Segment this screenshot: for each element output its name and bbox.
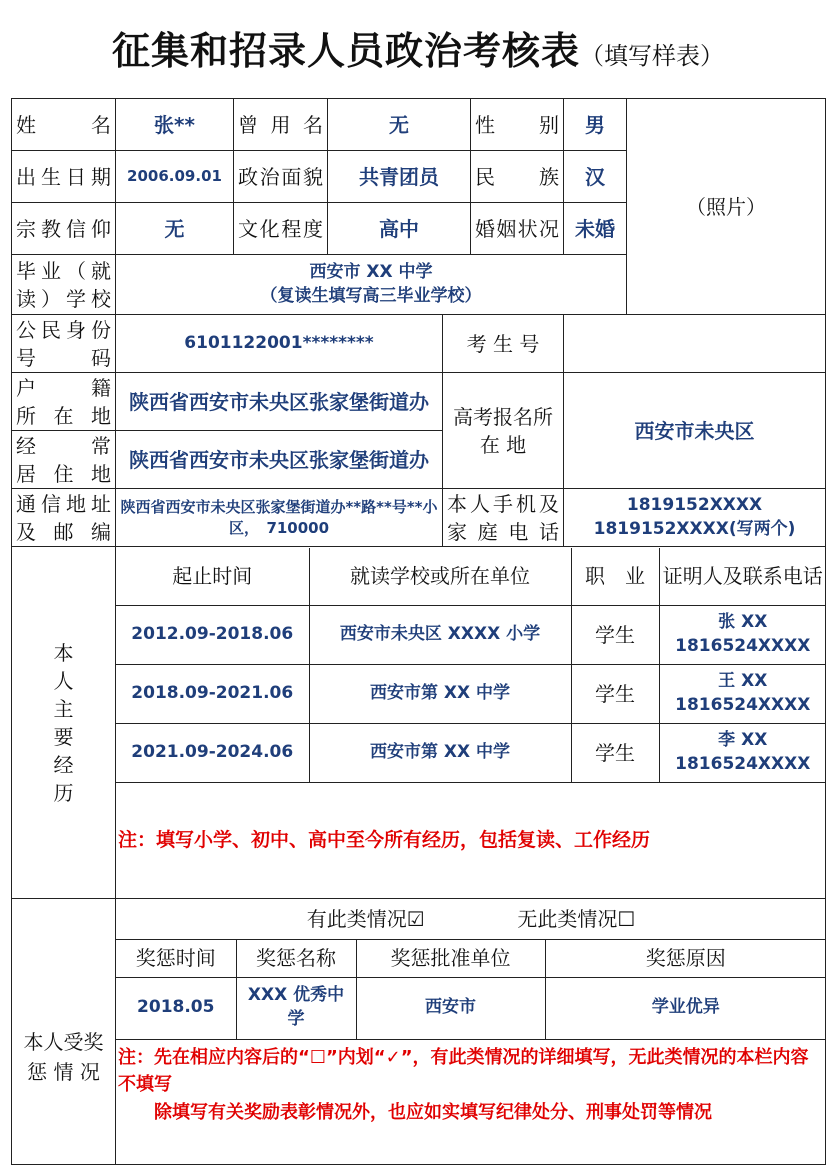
experience-side-text: 本人主要经历 — [53, 640, 74, 805]
awards-section — [116, 899, 826, 1165]
experience-section — [116, 547, 826, 899]
religion-label: 宗教信仰 — [12, 203, 116, 255]
award-name: XXX 优秀中学 — [236, 977, 356, 1039]
exp-period: 2012.09-2018.06 — [116, 606, 309, 665]
exp-witness-name: 张 XX — [718, 612, 768, 633]
phone-secondary: 1819152XXXX(写两个) — [593, 518, 796, 539]
phone-label: 本人手机及家 庭 电 话 — [443, 489, 564, 547]
awards-side-label: 本人受奖惩 情 况 — [12, 899, 116, 1165]
awards-note-line-2: 除填写有关奖励表彰情况外，也应如实填写纪律处分、刑事处罚等情况 — [118, 1102, 712, 1124]
birth-label: 出生日期 — [12, 151, 116, 203]
awards-table — [116, 899, 826, 1164]
award-reason: 学业优异 — [545, 977, 826, 1039]
marital-label: 婚姻状况 — [471, 203, 564, 255]
gender-label: 性 别 — [471, 99, 564, 151]
table-row — [116, 724, 826, 783]
address-value: 陕西省西安市未央区张家堡街道办**路**号**小区， 710000 — [116, 489, 443, 547]
exam-number-value — [564, 315, 826, 373]
awards-note-line-1: 注：先在相应内容后的“☐”内划“✓”，有此类情况的详细填写，无此类情况的本栏内容不填写 — [118, 1046, 809, 1096]
exp-witness-phone: 1816524XXXX — [675, 636, 811, 656]
exam-number-label: 考 生 号 — [443, 315, 564, 373]
exp-header-period: 起止时间 — [116, 548, 309, 606]
school-name: 西安市 XX 中学 — [309, 261, 433, 282]
political-label: 政治面貌 — [234, 151, 328, 203]
hukou-label: 户 籍所 在 地 — [12, 373, 116, 431]
awards-note — [116, 1039, 826, 1164]
exp-witness — [659, 724, 826, 783]
experience-table — [116, 548, 826, 898]
residence-value: 陕西省西安市未央区张家堡街道办 — [116, 431, 443, 489]
exp-witness-phone: 1816524XXXX — [675, 695, 811, 715]
photo-box: （照片） — [627, 99, 826, 315]
former-name-value: 无 — [328, 99, 471, 151]
religion-value: 无 — [116, 203, 234, 255]
title-sub: （填写样表） — [580, 42, 724, 70]
form-title — [0, 20, 836, 75]
exp-header-school: 就读学校或所在单位 — [309, 548, 571, 606]
address-label: 通信地址及 邮 编 — [12, 489, 116, 547]
table-row — [116, 977, 826, 1039]
id-value: 6101122001******** — [116, 315, 443, 373]
school-label: 毕业（就读）学校 — [12, 255, 116, 315]
exp-job: 学生 — [571, 606, 659, 665]
table-row — [116, 665, 826, 724]
exp-witness-name: 王 XX — [718, 671, 768, 692]
education-value: 高中 — [328, 203, 471, 255]
gaokao-value: 西安市未央区 — [564, 373, 826, 489]
political-review-form — [11, 98, 826, 1165]
phone-value — [564, 489, 826, 547]
school-hint: （复读生填写高三毕业学校） — [260, 285, 482, 306]
ethnic-label: 民 族 — [471, 151, 564, 203]
awards-header-unit: 奖惩批准单位 — [356, 939, 545, 977]
marital-value: 未婚 — [564, 203, 627, 255]
ethnic-value: 汉 — [564, 151, 627, 203]
exp-witness-phone: 1816524XXXX — [675, 754, 811, 774]
exp-period: 2021.09-2024.06 — [116, 724, 309, 783]
exp-witness — [659, 665, 826, 724]
political-value: 共青团员 — [328, 151, 471, 203]
gender-value: 男 — [564, 99, 627, 151]
gaokao-label: 高考报名所 在 地 — [443, 373, 564, 489]
awards-header-reason: 奖惩原因 — [545, 939, 826, 977]
awards-checkbox-row — [116, 899, 826, 939]
award-time: 2018.05 — [116, 977, 236, 1039]
former-name-label: 曾 用 名 — [234, 99, 328, 151]
exp-job: 学生 — [571, 724, 659, 783]
awards-has-option[interactable]: 有此类情况☑ — [306, 906, 425, 931]
name-label: 姓 名 — [12, 99, 116, 151]
education-label: 文化程度 — [234, 203, 328, 255]
exp-header-witness: 证明人及联系电话 — [659, 548, 826, 606]
school-value — [116, 255, 627, 315]
title-main: 征集和招录人员政治考核表 — [111, 28, 580, 73]
exp-job: 学生 — [571, 665, 659, 724]
exp-header-job: 职 业 — [571, 548, 659, 606]
name-value: 张** — [116, 99, 234, 151]
exp-school: 西安市未央区 XXXX 小学 — [309, 606, 571, 665]
exp-witness-name: 李 XX — [718, 730, 768, 751]
residence-label: 经 常居 住 地 — [12, 431, 116, 489]
exp-school: 西安市第 XX 中学 — [309, 724, 571, 783]
awards-header-time: 奖惩时间 — [116, 939, 236, 977]
id-label: 公民身份号 码 — [12, 315, 116, 373]
experience-side-label — [12, 547, 116, 899]
phone-primary: 1819152XXXX — [626, 494, 763, 515]
table-row — [116, 606, 826, 665]
exp-period: 2018.09-2021.06 — [116, 665, 309, 724]
exp-school: 西安市第 XX 中学 — [309, 665, 571, 724]
exp-witness — [659, 606, 826, 665]
award-unit: 西安市 — [356, 977, 545, 1039]
hukou-value: 陕西省西安市未央区张家堡街道办 — [116, 373, 443, 431]
awards-header-name: 奖惩名称 — [236, 939, 356, 977]
birth-value: 2006.09.01 — [116, 151, 234, 203]
awards-none-option[interactable]: 无此类情况☐ — [517, 906, 636, 931]
experience-note: 注：填写小学、初中、高中至今所有经历，包括复读、工作经历 — [116, 783, 826, 898]
